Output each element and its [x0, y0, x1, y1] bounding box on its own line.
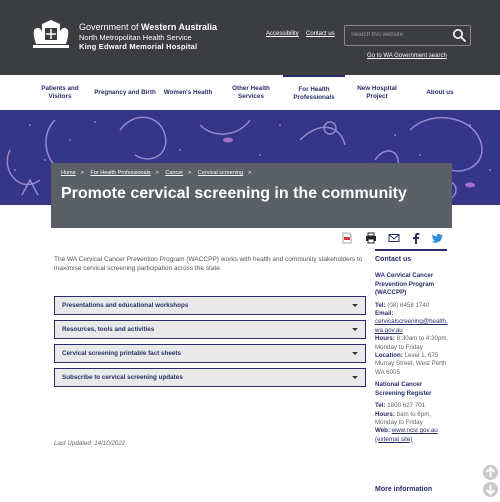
site-header	[0, 0, 500, 75]
contact-org-waccpp: WA Cervical Cancer Prevention Program (WACCPP)	[375, 272, 435, 297]
breadcrumb-home[interactable]: Home	[61, 170, 76, 176]
main-nav	[0, 75, 500, 110]
contact-org-ncsr: National Cancer Screening Register	[375, 381, 432, 397]
search-input[interactable]	[351, 29, 446, 41]
nav-pregnancy-birth[interactable]: Pregnancy and Birth	[94, 88, 156, 96]
scroll-down-button[interactable]	[483, 482, 498, 497]
org-name: North Metropolitan Health Service	[79, 33, 192, 42]
last-updated: Last Updated: 14/10/2022	[54, 440, 126, 447]
more-information-heading: More information	[375, 486, 433, 493]
contact-email-link[interactable]: cervicalscreening@health.wa.gov.au	[375, 318, 448, 334]
twitter-icon[interactable]	[431, 232, 443, 244]
contact-hours-waccpp: Hours: 8:30am to 4:30pm, Monday to Friday	[375, 335, 449, 351]
caret-down-icon	[352, 352, 358, 355]
nav-patients-visitors[interactable]: Patients and Visitors	[41, 85, 79, 100]
contact-hours-ncsr: Hours: 8am to 6pm, Monday to Friday	[375, 410, 432, 426]
nav-health-professionals[interactable]: For Health Professionals	[283, 75, 345, 110]
contact-web-ncsr: Web: www.ncsr.gov.au	[375, 427, 438, 435]
facebook-icon[interactable]	[410, 232, 422, 244]
accordion-label: Subscribe to cervical screening updates	[62, 374, 183, 381]
accordion-presentations[interactable]	[54, 296, 366, 315]
nav-new-hospital-project[interactable]: New Hospital Project	[357, 85, 397, 100]
contact-email-label: Email:	[375, 310, 394, 318]
ncsr-web-link[interactable]: www.ncsr.gov.au	[391, 427, 438, 435]
accordion-fact-sheets[interactable]	[54, 344, 366, 363]
caret-down-icon	[352, 328, 358, 331]
accordion-label: Resources, tools and activities	[62, 326, 155, 333]
search-icon[interactable]	[452, 28, 467, 43]
wa-crest-logo[interactable]	[31, 18, 73, 52]
hospital-name: King Edward Memorial Hospital	[79, 42, 198, 51]
contact-us-link[interactable]: Contact us	[306, 31, 335, 37]
accessibility-link[interactable]: Accessibility	[266, 31, 299, 37]
accordion-label: Presentations and educational workshops	[62, 302, 189, 309]
accordion-resources[interactable]	[54, 320, 366, 339]
contact-tel-ncsr: Tel: 1800 627 701	[375, 402, 426, 410]
breadcrumb-cancer[interactable]: Cancer	[165, 170, 184, 176]
caret-down-icon	[352, 376, 358, 379]
wa-gov-search-link[interactable]: Go to WA Government search	[367, 53, 447, 59]
contact-location-waccpp: Location: Level 1, 675 Murray Street, West Perth WA 6005	[375, 352, 447, 376]
breadcrumb-health-professionals[interactable]: For Health Professionals	[90, 170, 151, 176]
sidebar-rule	[375, 249, 447, 251]
contact-sidebar	[375, 256, 449, 493]
search-box	[344, 25, 471, 46]
pdf-icon[interactable]	[341, 232, 353, 244]
arrow-down-icon	[483, 482, 498, 497]
scroll-up-button[interactable]	[483, 465, 498, 480]
accordion-label: Cervical screening printable fact sheets	[62, 350, 181, 357]
contact-tel-waccpp: Tel: (08) 6458 1740	[375, 301, 430, 309]
nav-about-us[interactable]: About us	[426, 88, 454, 96]
accordion-subscribe[interactable]	[54, 368, 366, 387]
gov-title: Government of Western Australia	[79, 22, 218, 32]
print-icon[interactable]	[365, 232, 377, 244]
intro-paragraph: The WA Cervical Cancer Prevention Program (WACCPP) works with health and community stakeholders to maximise cervical screening participation across the state.	[54, 256, 363, 272]
breadcrumb-cervical-screening[interactable]: Cervical screening	[197, 170, 244, 176]
breadcrumb: Home > For Health Professionals > Cancer > Cervical screening >	[61, 170, 252, 176]
nav-other-health-services[interactable]: Other Health Services	[232, 85, 270, 100]
nav-womens-health[interactable]: Women's Health	[163, 88, 213, 96]
sidebar-heading: Contact us	[375, 256, 412, 263]
page-title: Promote cervical screening in the community	[61, 185, 407, 202]
arrow-up-icon	[483, 465, 498, 480]
caret-down-icon	[352, 304, 358, 307]
external-site-note[interactable]: (external site)	[375, 435, 413, 443]
email-icon[interactable]	[388, 232, 400, 244]
